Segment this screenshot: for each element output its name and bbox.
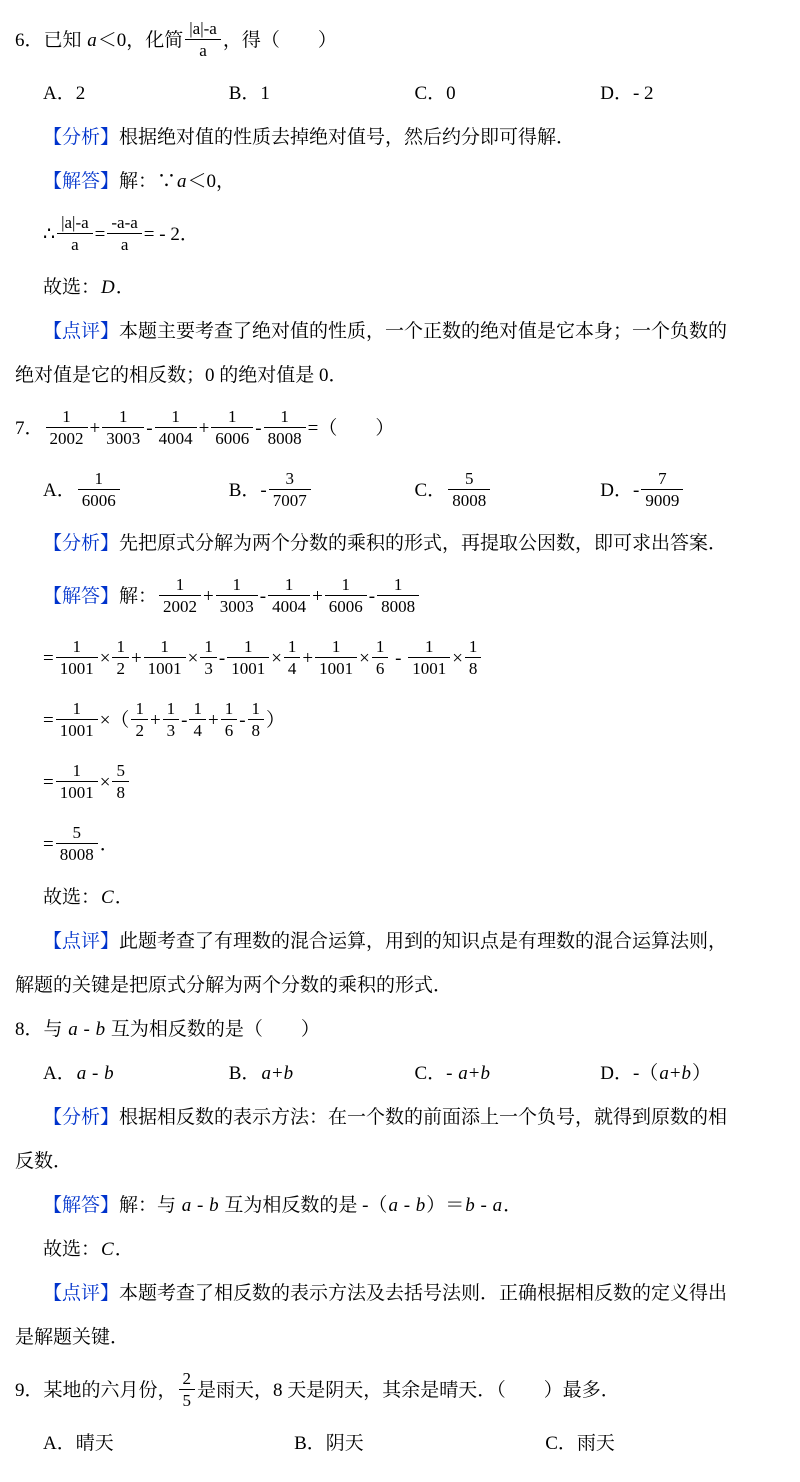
text-run: × [187,648,199,669]
fraction [248,699,265,741]
worksheet-content [15,10,786,1466]
fraction [159,575,201,617]
fraction-denominator: 1001 [231,659,266,679]
section-tag: 【分析】 [43,533,120,554]
text-run: 互为相反数的是（ ） [106,1019,320,1040]
fraction [155,407,197,449]
fraction-denominator: 2002 [49,429,84,449]
fraction-numerator: 5 [448,469,490,491]
text-run: - [475,1195,492,1216]
fraction-denominator: 8008 [267,429,302,449]
fraction-numerator: 1 [56,761,98,783]
fraction [641,469,683,511]
fraction-denominator: 1001 [59,721,94,741]
text-run: × [271,648,282,669]
fraction-denominator: 2 [116,659,125,679]
solution-line [43,1184,786,1228]
fraction-denominator: 2 [135,721,144,741]
fraction [408,637,450,679]
question-stem [15,1360,786,1422]
text-run: - [78,1019,95,1040]
math-variable: a [87,30,97,51]
fraction-denominator: 6 [375,659,385,679]
comment-line [15,354,786,398]
fraction [144,637,186,679]
fraction [112,761,129,803]
text-run: = [43,710,54,731]
text-run: ． [114,887,134,908]
options-row [43,460,786,522]
fraction [315,637,357,679]
text-run: ） [692,1063,712,1084]
text-run: - [255,418,262,439]
fraction-numerator: 1 [325,575,367,597]
fraction-denominator: 6006 [328,597,363,617]
fraction-numerator: 1 [46,407,88,429]
fraction [269,469,311,511]
analysis [43,116,786,160]
section-tag: 【分析】 [43,127,120,148]
text-run: 7． [15,418,44,439]
fraction [189,699,206,741]
solution-line [43,752,786,814]
fraction [465,637,482,679]
math-variable: b [480,1063,490,1084]
fraction-numerator: 1 [78,469,120,491]
fraction [284,637,301,679]
text-run: A． [43,1063,76,1084]
fraction [57,213,93,255]
text-run: × [99,648,111,669]
text-run: 先把原式分解为两个分数的乘积的形式，再提取公因数，即可求出答案． [119,533,728,554]
fraction-denominator: 6006 [81,491,116,511]
text-run: C．雨天 [545,1433,615,1454]
fraction-denominator: 1001 [319,659,354,679]
math-variable: a [261,1063,271,1084]
fraction-denominator: 8008 [381,597,416,617]
option [229,460,415,522]
fraction-numerator: 3 [269,469,311,491]
fraction-numerator: 1 [159,575,201,597]
fraction [112,637,129,679]
fraction [102,407,144,449]
text-run: - [259,586,267,607]
fraction-numerator: 2 [179,1369,196,1391]
text-run: 解： [119,586,158,607]
text-run: + [207,710,219,731]
fraction [377,575,419,617]
text-run: D．-（ [600,1063,659,1084]
section-tag: 【点评】 [43,1283,120,1304]
text-run: × [452,648,463,669]
fraction-denominator: 3003 [219,597,254,617]
text-run: 本题主要考查了绝对值的性质，一个正数的绝对值是它本身；一个负数的 [119,321,728,342]
text-run: 根据相反数的表示方法：在一个数的前面添上一个负号，就得到原数的相 [119,1107,728,1128]
text-run: + [271,1063,283,1084]
text-run: ＜0， [187,171,236,192]
fraction [56,637,98,679]
comment-line [15,1316,786,1360]
section-tag: 【点评】 [43,931,120,952]
text-run: ． [503,1195,523,1216]
fraction [264,407,306,449]
solution-line [43,204,786,266]
text-run: C． [414,480,447,501]
fraction [163,699,180,741]
question-stem [15,398,786,460]
text-run: A． [43,480,76,501]
text-run: ． [114,1239,134,1260]
text-run: 9．某地的六月份， [15,1380,177,1401]
text-run: + [203,586,214,607]
fraction-denominator: 6006 [215,429,250,449]
option [415,1052,601,1096]
fraction-denominator: 1001 [59,783,94,803]
math-variable: b [95,1019,106,1040]
text-run: 根据绝对值的性质去掉绝对值号，然后约分即可得解． [119,127,576,148]
fraction-numerator: 1 [372,637,389,659]
text-run: + [89,418,101,439]
text-run: A．晴天 [43,1433,114,1454]
option [600,1052,786,1096]
solution-line [43,160,786,204]
text-run: =（ ） [307,418,395,439]
analysis [15,1140,786,1184]
math-variable: a [181,1195,192,1216]
text-run: C．- [414,1063,458,1084]
fraction-denominator: 3003 [106,429,141,449]
text-run: 此题考查了有理数的混合运算，用到的知识点是有理数的混合运算法则， [119,931,728,952]
options-row [43,72,786,116]
fraction-numerator: |a|-a [57,213,93,235]
fraction-denominator: 8 [116,783,125,803]
math-variable: C [101,887,114,908]
fraction-numerator: 1 [131,699,148,721]
fraction-denominator: a [120,235,129,255]
text-run: ） [266,710,286,731]
text-run: - [192,1195,209,1216]
text-run: 故选： [43,277,101,298]
problem-q9 [15,1360,786,1466]
text-run: 是雨天，8 天是阴天，其余是晴天．（ ）最多． [197,1380,620,1401]
option [43,460,229,522]
option [43,1052,229,1096]
fraction [56,699,98,741]
fraction-numerator: 1 [56,699,98,721]
text-run: 反数． [15,1151,73,1172]
fraction-denominator: 4004 [272,597,307,617]
math-variable: C [101,1239,114,1260]
fraction-denominator: 7007 [272,491,307,511]
text-run: - [239,710,246,731]
math-variable: a [177,171,187,192]
text-run: + [149,710,161,731]
fraction-numerator: 1 [408,637,450,659]
option [600,72,786,116]
fraction-numerator: 7 [641,469,683,491]
fraction-numerator: -a-a [107,213,141,235]
fraction-numerator: 1 [155,407,197,429]
text-run: 解题的关键是把原式分解为两个分数的乘积的形式． [15,975,453,996]
fraction-numerator: 1 [315,637,357,659]
fraction-denominator: 4 [287,659,297,679]
fraction-numerator: 1 [268,575,310,597]
text-run: + [669,1063,681,1084]
option [229,72,415,116]
text-run: × [99,772,111,793]
comment-line [43,1272,786,1316]
math-variable: b [681,1063,692,1084]
math-variable: a [68,1019,78,1040]
comment-line [43,310,786,354]
math-variable: a [76,1063,87,1084]
option [600,460,786,522]
option [294,1422,545,1466]
options-row [43,1422,786,1466]
fraction-numerator: 1 [144,637,186,659]
answer-line [43,876,786,920]
text-run: = [43,772,54,793]
fraction-numerator: |a|-a [185,19,221,41]
text-run: B．- [228,480,267,501]
math-variable: b [209,1195,219,1216]
text-run: - [218,648,226,669]
fraction-numerator: 1 [284,637,301,659]
fraction-numerator: 1 [216,575,258,597]
text-run: - [146,418,153,439]
math-variable: b [104,1063,114,1084]
fraction [221,699,238,741]
option [415,72,601,116]
math-variable: b [465,1195,475,1216]
text-run: ∴ [43,224,56,245]
problem-q8 [15,1008,786,1360]
fraction-denominator: 8 [468,659,478,679]
text-run: - [368,586,376,607]
fraction-denominator: 4004 [158,429,193,449]
text-run: ）＝ [426,1195,465,1216]
fraction-numerator: 1 [56,637,98,659]
fraction-denominator: 1001 [412,659,447,679]
question-stem [15,10,786,72]
text-run: × [359,648,370,669]
question-stem [15,1008,786,1052]
fraction [448,469,490,511]
option [545,1422,796,1466]
options-row [43,1052,786,1096]
comment-line [15,964,786,1008]
option [43,72,229,116]
math-variable: b [283,1063,294,1084]
text-run: 本题考查了相反数的表示方法及去括号法则．正确根据相反数的定义得出 [119,1283,728,1304]
text-run: A．2 [43,83,86,104]
text-run: 互为相反数的是 -（ [219,1195,388,1216]
text-run: B． [228,1063,261,1084]
text-run: + [130,648,142,669]
math-variable: b [415,1195,426,1216]
math-variable: a [458,1063,468,1084]
solution-line [43,566,786,628]
text-run: ． [115,277,135,298]
fraction [268,575,310,617]
text-run: = - 2． [143,224,199,245]
text-run: + [312,586,323,607]
text-run: - [390,648,407,669]
fraction-numerator: 1 [377,575,419,597]
fraction-numerator: 5 [112,761,129,783]
fraction-denominator: 9009 [645,491,680,511]
fraction-numerator: 1 [163,699,180,721]
fraction-denominator: a [199,41,207,61]
fraction-numerator: 5 [56,823,98,845]
fraction-denominator: 6 [224,721,234,741]
fraction [185,19,221,61]
fraction-denominator: 1001 [59,659,94,679]
fraction-numerator: 1 [264,407,306,429]
fraction-denominator: 3 [166,721,176,741]
problem-q6 [15,10,786,398]
math-variable: a [659,1063,669,1084]
text-run: ． [99,834,119,855]
fraction [325,575,367,617]
solution-line [43,628,786,690]
text-run: D．- [600,480,640,501]
fraction [56,761,98,803]
fraction-denominator: a [71,235,79,255]
fraction [211,407,253,449]
text-run: 故选： [43,1239,101,1260]
text-run: + [198,418,210,439]
fraction [46,407,88,449]
solution-line [43,814,786,876]
text-run: 6．已知 [15,30,87,51]
fraction-denominator: 2002 [163,597,198,617]
solution-line [43,690,786,752]
math-variable: a [492,1195,503,1216]
option [229,1052,415,1096]
text-run: 8．与 [15,1019,68,1040]
fraction [200,637,217,679]
text-run: B．1 [228,83,270,104]
comment-line [43,920,786,964]
fraction [179,1369,196,1411]
text-run: + [468,1063,480,1084]
fraction-denominator: 1001 [147,659,182,679]
fraction-denominator: 4 [193,721,202,741]
fraction [372,637,389,679]
fraction [216,575,258,617]
text-run: ，得（ ） [222,30,337,51]
text-run: C．0 [414,83,456,104]
text-run: - [181,710,188,731]
text-run: = [43,834,54,855]
answer-line [43,1228,786,1272]
fraction [78,469,120,511]
text-run: 故选： [43,887,101,908]
option [415,460,601,522]
section-tag: 【分析】 [43,1107,120,1128]
fraction [131,699,148,741]
problem-q7 [15,398,786,1008]
fraction-denominator: 5 [182,1391,192,1411]
section-tag: 【点评】 [43,321,120,342]
fraction [227,637,269,679]
text-run: 解：与 [119,1195,181,1216]
text-run: 是解题关键． [15,1327,130,1348]
section-tag: 【解答】 [43,171,120,192]
text-run: ×（ [99,710,130,731]
math-variable: D [101,277,115,298]
text-run: - [398,1195,415,1216]
fraction-denominator: 3 [204,659,213,679]
fraction-numerator: 1 [221,699,238,721]
fraction-numerator: 1 [248,699,265,721]
fraction-numerator: 1 [112,637,129,659]
fraction-denominator: 8008 [452,491,487,511]
text-run: 解：∵ [119,171,177,192]
section-tag: 【解答】 [43,1195,120,1216]
fraction [56,823,98,865]
text-run: - [87,1063,104,1084]
analysis [43,1096,786,1140]
answer-line [43,266,786,310]
option [43,1422,294,1466]
fraction-numerator: 1 [200,637,217,659]
text-run: 绝对值是它的相反数；0 的绝对值是 0． [15,365,348,386]
text-run: = [43,648,54,669]
fraction-numerator: 1 [227,637,269,659]
text-run: = [94,224,106,245]
fraction-numerator: 1 [189,699,206,721]
fraction-numerator: 1 [211,407,253,429]
math-variable: a [388,1195,398,1216]
fraction-numerator: 1 [465,637,482,659]
fraction-numerator: 1 [102,407,144,429]
text-run: B．阴天 [294,1433,364,1454]
fraction [107,213,141,255]
text-run: + [302,648,314,669]
section-tag: 【解答】 [43,586,120,607]
fraction-denominator: 8008 [59,845,94,865]
fraction-denominator: 8 [251,721,261,741]
text-run: ＜0，化简 [97,30,184,51]
analysis [43,522,786,566]
text-run: D．- 2 [600,83,654,104]
